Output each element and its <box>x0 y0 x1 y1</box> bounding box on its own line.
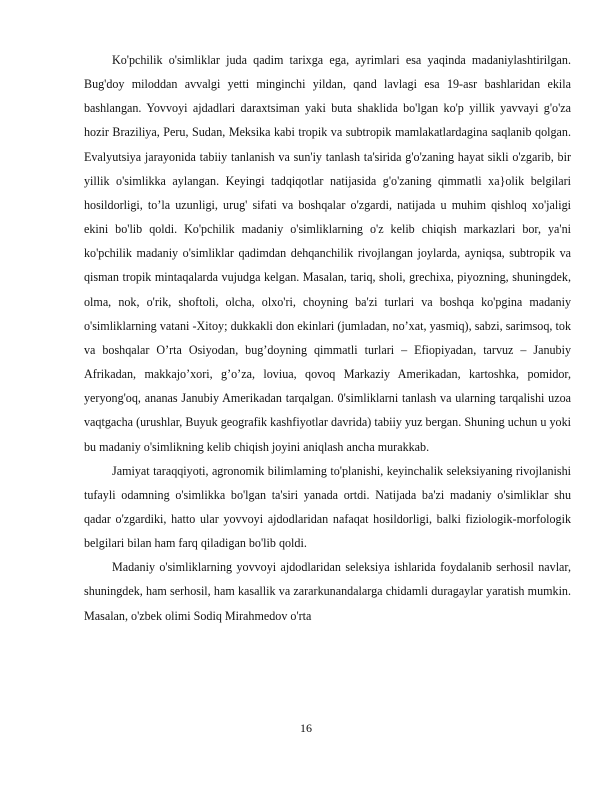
body-text <box>84 48 571 628</box>
paragraph-cultivated-plants-origin: Ko'pchilik o'simliklar juda qadim tarixga ega, ayrimlari esa yaqinda madaniylashtirilgan. Bug'doy miloddan avvalgi yetti minginchi yildan, qand lavlagi esa 19-asr bashlaridan ekila bashlangan. Yovvoyi ajdadlari daraxtsiman yaki buta shaklida bo'lgan ko'p yillik yavvayi g'o'za hozir Braziliya, Peru, Sudan, Meksika kabi tropik va subtropik mamlakatlardagina saqlanib qolgan. Evalyutsiya jarayonida tabiiy tanlanish va sun'iy tanlash ta'sirida g'o'zaning hayat sikli o'zgarib, bir yillik o'simlikka aylangan. Keyingi tadqiqotlar natijasida g'o'zaning qimmatli xa}olik belgilari hosildorligi, to’la uzunligi, urug' sifati va boshqalar o'zgardi, natijada u muhim qishloq xo'jaligi ekini bo'lib qoldi. Ko'pchilik madaniy o'simliklarning o'z kelib chiqish markazlari bor, ya'ni ko'pchilik madaniy o'simliklar qadimdan dehqanchilik rivojlangan joylarda, ayniqsa, subtropik va qisman tropik mintaqalarda vujudga kelgan. Masalan, tariq, sholi, grechixa, piyozning, shuningdek, olma, nok, o'rik, shoftoli, olcha, olxo'ri, choyning ba'zi turlari va boshqa ko'pgina madaniy o'simliklarning vatani -Xitoy; dukkakli don ekinlari (jumladan, no’xat, yasmiq), sabzi, sarimsoq, tok va boshqalar O’rta Osiyodan, bug’doyning qimmatli turlari – Efiopiyadan, tarvuz – Janubiy Afrikadan, makkajo’xori, g’o’za, loviua, qovoq Markaziy Amerikadan, kartoshka, pomidor, yeryong'oq, ananas Janubiy Amerikadan tarqalgan. 0'simliklarni tanlash va ularning tarqalishi uzoa vaqtgacha (urushlar, Buyuk geografik kashfiyotlar davrida) tabiiy yuz bergan. Shuning uchun u yoki bu madaniy o'simlikning kelib chiqish joyini aniqlash ancha murakkab. <box>84 53 571 454</box>
page-number: 16 <box>300 721 312 735</box>
paragraph-society-progress: Jamiyat taraqqiyoti, agronomik bilimlaming to'planishi, keyinchalik seleksiyaning rivojlanishi tufayli odamning o'simlikka bo'lgan ta'siri yanada ortdi. Natijada ba'zi madaniy o'simliklar shu qadar o'zgardiki, hatto ular yovvoyi ajdodlaridan nafaqat hosildorligi, balki fiziologik-morfologik belgilari bilan ham farq qiladigan bo'lib qoldi. <box>84 463 571 551</box>
paragraph-wild-ancestors: Madaniy o'simliklarning yovvoyi ajdodlaridan seleksiya ishlarida foydalanib serhosil navlar, shuningdek, ham serhosil, ham kasallik va zararkunandalarga chidamli duragaylar yaratish mumkin. Masalan, o'zbek olimi Sodiq Mirahmedov o'rta <box>84 560 571 623</box>
